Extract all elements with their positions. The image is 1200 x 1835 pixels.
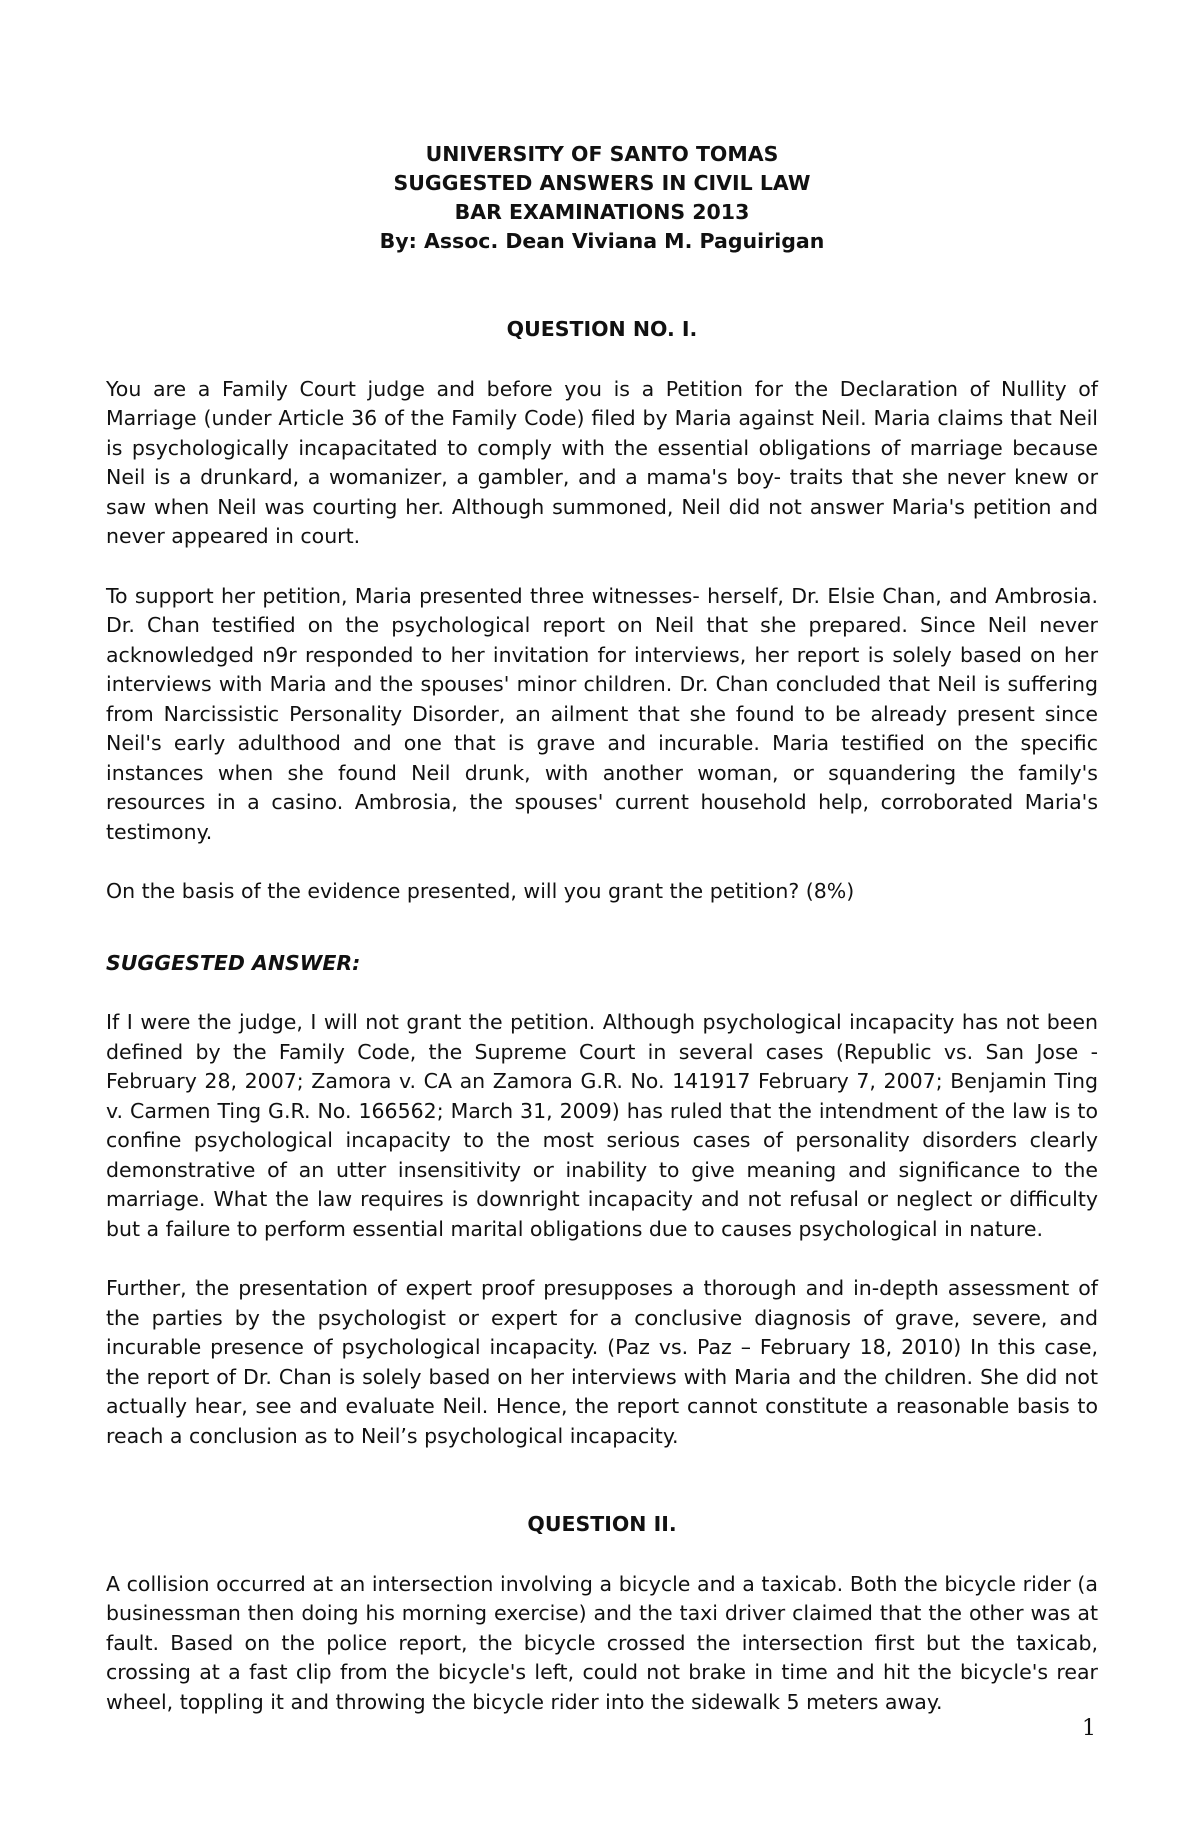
question-2-paragraph: A collision occurred at an intersection involving a bicycle and a taxicab. Both the bicycle rider (a businessman then doing his morning exercise) and the taxi driver claimed that the other was at fault. Based on the police report, the bicycle crossed the intersection first but the taxicab, crossing at a fast clip from the bicycle's left, could not brake in time and hit the bicycle's rear wheel, toppling it and throwing the bicycle rider into the sidewalk 5 meters away. bbox=[106, 1571, 1098, 1714]
answer-paragraph: Further, the presentation of expert proof presupposes a thorough and in-depth assessment of the parties by the psychologist or expert for a conclusive diagnosis of grave, severe, and incurable presence of psychological incapacity. (Paz vs. Paz – February 18, 2010) In this case, the report of Dr. Chan is solely based on her interviews with Maria and the children. She did not actually hear, see and evaluate Neil. Hence, the report cannot constitute a reasonable basis to reach a conclusion as to Neil’s psychological incapacity. bbox=[106, 1276, 1098, 1448]
answer-paragraph: If I were the judge, I will not grant the petition. Although psychological incapacity has not been defined by the Family Code, the Supreme Court in several cases (Republic vs. San Jose - February 28, 2007; Zamora v. CA an Zamora G.R. No. 141917 February 7, 2007; Benjamin Ting v. Carmen Ting G.R. No. 166562; March 31, 2009) has ruled that the intendment of the law is to confine psychological incapacity to the most serious cases of personality disorders clearly demonstrative of an utter insensitivity or inability to give meaning and significance to the marriage. What the law requires is downright incapacity and not refusal or neglect or difficulty but a failure to perform essential marital obligations due to causes psychological in nature. bbox=[106, 1010, 1098, 1241]
document-header bbox=[106, 140, 1098, 256]
page-number: 1 bbox=[1082, 1716, 1096, 1741]
question-1-paragraph: To support her petition, Maria presented three witnesses- herself, Dr. Elsie Chan, and Ambrosia. Dr. Chan testified on the psychological report on Neil that she prepared. Since Neil never acknowledged n9r responded to her invitation for interviews, her report is solely based on her interviews with Maria and the spouses' minor children. Dr. Chan concluded that Neil is suffering from Narcissistic Personality Disorder, an ailment that she found to be already present since Neil's early adulthood and one that is grave and incurable. Maria testified on the specific instances when she found Neil drunk, with another woman, or squandering the family's resources in a casino. Ambrosia, the spouses' current household help, corroborated Maria's testimony. bbox=[106, 583, 1098, 844]
header-subject: SUGGESTED ANSWERS IN CIVIL LAW bbox=[393, 171, 811, 195]
header-university: UNIVERSITY OF SANTO TOMAS bbox=[425, 142, 779, 166]
header-exam: BAR EXAMINATIONS 2013 bbox=[454, 200, 750, 224]
question-1-paragraph: On the basis of the evidence presented, will you grant the petition? (8%) bbox=[106, 879, 855, 903]
suggested-answer-label: SUGGESTED ANSWER: bbox=[106, 950, 361, 975]
question-1-title: QUESTION NO. I. bbox=[506, 317, 698, 341]
header-author: By: Assoc. Dean Viviana M. Paguirigan bbox=[379, 229, 825, 253]
question-1-paragraph: You are a Family Court judge and before you is a Petition for the Declaration of Nullity of Marriage (under Article 36 of the Family Code) filed by Maria against Neil. Maria claims that Neil is psychologically incapacitated to comply with the essential obligations of marriage because Neil is a drunkard, a womanizer, a gambler, and a mama's boy- traits that she never knew or saw when Neil was courting her. Although summoned, Neil did not answer Maria's petition and never appeared in court. bbox=[106, 376, 1098, 548]
question-2-title: QUESTION II. bbox=[527, 1512, 677, 1536]
document-body bbox=[106, 140, 1098, 1717]
